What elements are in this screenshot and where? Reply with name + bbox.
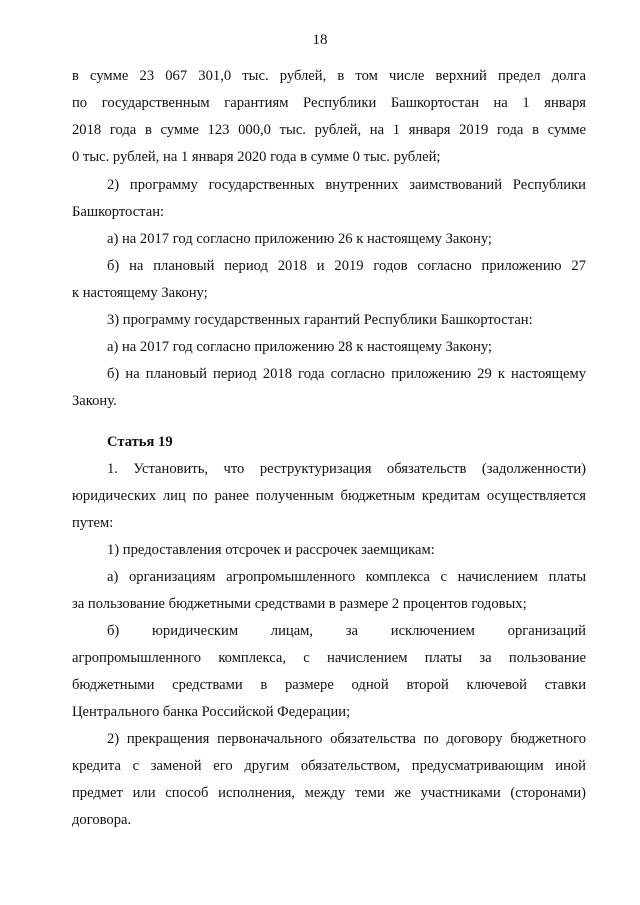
text-line: 1. Установить, что реструктуризация обязательств (задолженности) — [107, 461, 586, 477]
text-line: юридических лиц по ранее полученным бюджетным кредитам осуществляется — [72, 488, 586, 504]
text-line: к настоящему Закону; — [72, 285, 208, 301]
text-line: б) юридическим лицам, за исключением организаций — [107, 623, 586, 639]
text-line: 0 тыс. рублей, на 1 января 2020 года в сумме 0 тыс. рублей; — [72, 149, 441, 165]
text-line: а) на 2017 год согласно приложению 28 к настоящему Закону; — [107, 339, 492, 355]
text-line: 1) предоставления отсрочек и рассрочек заемщикам: — [107, 542, 435, 558]
text-line: агропромышленного комплекса, с начислением платы за пользование — [72, 650, 586, 666]
text-line: кредита с заменой его другим обязательством, предусматривающим иной — [72, 758, 586, 774]
text-line: Башкортостан: — [72, 204, 165, 220]
text-line: путем: — [72, 515, 114, 531]
text-line: 2018 года в сумме 123 000,0 тыс. рублей, на 1 января 2019 года в сумме — [72, 122, 586, 138]
text-line: б) на плановый период 2018 года согласно приложению 29 к настоящему — [107, 366, 586, 382]
article-heading: Статья 19 — [107, 434, 173, 450]
text-line: бюджетными средствами в размере одной второй ключевой ставки — [72, 677, 586, 693]
text-line: 2) программу государственных внутренних заимствований Республики — [107, 177, 586, 193]
text-line: а) на 2017 год согласно приложению 26 к настоящему Закону; — [107, 231, 492, 247]
text-line: б) на плановый период 2018 и 2019 годов согласно приложению 27 — [107, 258, 586, 274]
text-line: 3) программу государственных гарантий Республики Башкортостан: — [107, 312, 533, 328]
text-line: Закону. — [72, 393, 117, 409]
text-line: за пользование бюджетными средствами в размере 2 процентов годовых; — [72, 596, 527, 612]
text-line: а) организациям агропромышленного комплекса с начислением платы — [107, 569, 586, 585]
text-line: по государственным гарантиям Республики Башкортостан на 1 января — [72, 95, 586, 111]
text-line: в сумме 23 067 301,0 тыс. рублей, в том числе верхний предел долга — [72, 68, 586, 84]
text-line: договора. — [72, 812, 132, 828]
text-line: предмет или способ исполнения, между теми же участниками (сторонами) — [72, 785, 586, 801]
text-line: 2) прекращения первоначального обязательства по договору бюджетного — [107, 731, 586, 747]
page-number: 18 — [312, 32, 328, 48]
text-line: Центрального банка Российской Федерации; — [72, 704, 351, 720]
